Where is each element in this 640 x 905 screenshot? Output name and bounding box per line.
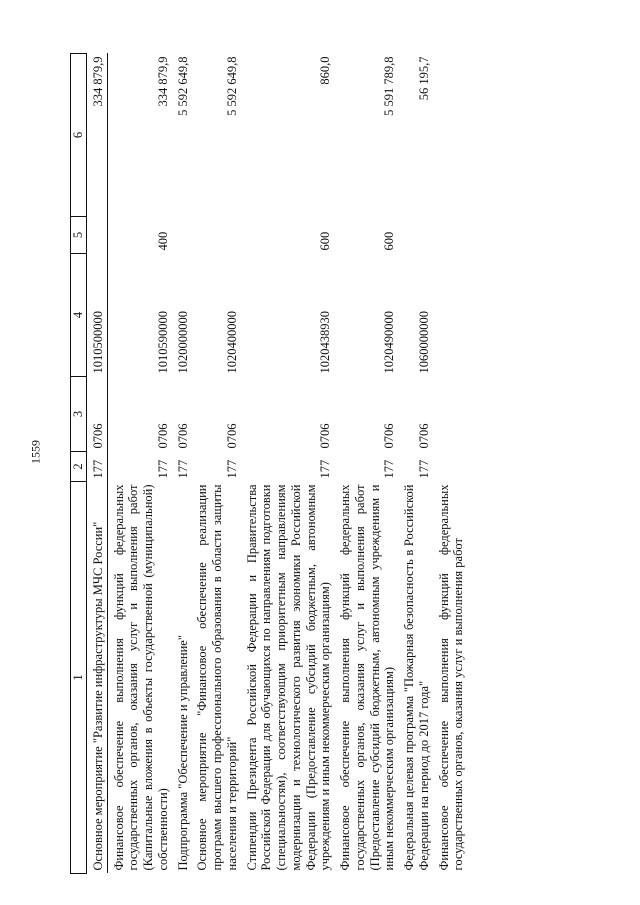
- expense-type-code: [433, 217, 468, 254]
- expense-type-code: [398, 217, 433, 254]
- target-article-code: 1020438930: [318, 311, 333, 374]
- column-header: 5: [71, 217, 87, 254]
- row-description: Финансовое обеспечение выполнения функций федеральных государственных органов, оказания услуг и выполнения работ (Предоставление субсидий бюджетным, автономным учреждениям и иным некоммерческим организациям): [338, 484, 397, 871]
- table-row: [191, 54, 240, 874]
- row-description: Финансовое обеспечение выполнения функций федеральных государственных органов, оказания услуг и выполнения работ: [436, 484, 466, 871]
- table-row: [433, 54, 468, 874]
- ministry-code: [433, 452, 468, 482]
- target-article-code: 1020000000: [175, 311, 190, 374]
- section-code: 0706: [416, 423, 431, 449]
- ministry-code: 177: [175, 459, 190, 479]
- amount: 5 592 649,8: [175, 56, 190, 116]
- ministry-code: 177: [224, 459, 239, 479]
- expense-type-code: 400: [155, 231, 170, 251]
- table-row: [241, 54, 335, 874]
- amount: 334 879,9: [86, 54, 107, 217]
- section-code: 0706: [224, 423, 239, 449]
- expense-type-code: [86, 217, 107, 254]
- row-description: Подпрограмма "Обеспечение и управление": [175, 635, 190, 871]
- column-header: 3: [71, 377, 87, 452]
- table-row: [107, 54, 172, 874]
- table-row: [398, 54, 433, 874]
- ministry-code: 177: [318, 459, 333, 479]
- row-description: Основное мероприятие "Финансовое обеспечение реализации программ высшего профессионального образования в области защиты населения и территорий": [195, 484, 239, 871]
- column-header: 6: [71, 54, 87, 217]
- expense-type-code: 600: [318, 231, 333, 251]
- rotated-page: [70, 54, 550, 874]
- table-row: [334, 54, 398, 874]
- section-code: 0706: [155, 423, 170, 449]
- table-row: [86, 54, 107, 874]
- amount: 5 591 789,8: [382, 56, 397, 116]
- amount: 5 592 649,8: [224, 56, 239, 116]
- target-article-code: [433, 254, 468, 377]
- target-article-code: 1010500000: [86, 254, 107, 377]
- column-header: 1: [71, 482, 87, 874]
- ministry-code: 177: [155, 459, 170, 479]
- row-description: Стипендии Президента Российской Федерации и Правительства Российской Федерации для обучающихся по направлениям подготовки (специальностям), соответствующим приоритетным направлениям модернизации и технологического развития экономики Российской Федерации (Предоставление субсидий бюджетным, автономным учреждениям и иным некоммерческим организациям): [244, 484, 333, 871]
- amount: [433, 54, 468, 217]
- target-article-code: 1010590000: [155, 311, 170, 374]
- expense-type-code: 600: [382, 231, 397, 251]
- row-description: Финансовое обеспечение выполнения функций федеральных государственных органов, оказания услуг и выполнения работ (Капитальные вложения в объекты государственной (муниципальной) собственности): [111, 484, 170, 871]
- section-code: [433, 377, 468, 452]
- section-code: 0706: [382, 423, 397, 449]
- budget-table: [70, 53, 467, 874]
- row-description: Основное мероприятие "Развитие инфраструктуры МЧС России": [86, 482, 107, 874]
- amount: 56 195,7: [416, 56, 431, 101]
- row-description: Федеральная целевая программа "Пожарная безопасность в Российской Федерации на период до 2017 года": [402, 484, 431, 871]
- amount: 860,0: [318, 56, 333, 85]
- amount: 334 879,9: [155, 56, 170, 107]
- column-header: 4: [71, 254, 87, 377]
- section-code: 0706: [86, 377, 107, 452]
- expense-type-code: [191, 217, 240, 254]
- target-article-code: 1060000000: [416, 311, 431, 374]
- header-row: [71, 54, 87, 874]
- ministry-code: 177: [416, 459, 431, 479]
- expense-type-code: [172, 217, 192, 254]
- target-article-code: 1020490000: [382, 311, 397, 374]
- section-code: 0706: [318, 423, 333, 449]
- page-number: 1559: [28, 440, 43, 464]
- ministry-code: 177: [382, 459, 397, 479]
- ministry-code: 177: [86, 452, 107, 482]
- section-code: 0706: [175, 423, 190, 449]
- table-row: [172, 54, 192, 874]
- target-article-code: 1020400000: [224, 311, 239, 374]
- column-header: 2: [71, 452, 87, 482]
